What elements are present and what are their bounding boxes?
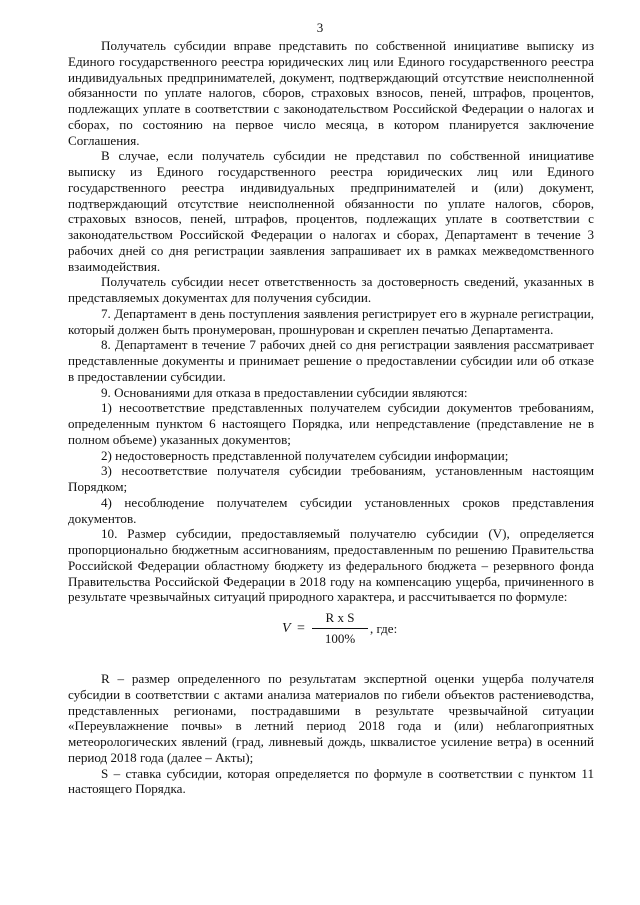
list-item: 3) несоответствие получателя субсидии требованиям, установленным настоящим Порядком;	[68, 463, 594, 494]
formula-suffix: , где:	[370, 621, 398, 636]
subsidy-formula	[68, 609, 594, 655]
list-item: 1) несоответствие представленных получателем субсидии документов требованиям, определенным пунктом 6 настоящего Порядка, или непредставление (представление не в полном объеме) указанных документов;	[68, 400, 594, 447]
formula-numerator: R x S	[325, 610, 355, 625]
page-number: 3	[316, 20, 324, 35]
paragraph: S – ставка субсидии, которая определяется по формуле в соответствии с пунктом 11 настоящего Порядка.	[68, 765, 594, 797]
formula-denominator: 100%	[324, 631, 356, 646]
paragraph: В случае, если получатель субсидии не представил по собственной инициативе выписку из Единого государственного реестра юридических лиц или Единого государственного реестра индивидуальных предпринимателей и (или) документ, подтверждающий отсутствие неисполненной обязанности по уплате налогов, сборов, страховых взносов, пеней, штрафов, процентов, подлежащих уплате в соответствии с законодательством Российской Федерации о налогах и сборах, Департамент в течение 3 рабочих дней со дня регистрации заявления запрашивает их в рамках межведомственного взаимодействия.	[68, 148, 594, 274]
paragraph: 10. Размер субсидии, предоставляемый получателю субсидии (V), определяется пропорционально бюджетным ассигнованиям, предоставленным по решению Правительства Российской Федерации областному бюджету из федерального бюджета – резервного фонда Правительства Российской Федерации в 2018 году на компенсацию ущерба, причиненного в результате чрезвычайных ситуаций природного характера, и рассчитывается по формуле:	[68, 526, 594, 605]
paragraph: 8. Департамент в течение 7 рабочих дней со дня регистрации заявления рассматривает представленные документы и принимает решение о предоставлении субсидии или об отказе в предоставлении субсидии.	[68, 337, 594, 384]
list-item: 4) несоблюдение получателем субсидии установленных сроков представления документов.	[68, 494, 594, 526]
paragraph: 9. Основаниями для отказа в предоставлении субсидии являются:	[101, 384, 468, 400]
formula-fraction	[312, 609, 368, 648]
paragraph: Получатель субсидии вправе представить по собственной инициативе выписку из Единого государственного реестра юридических лиц или Единого государственного реестра индивидуальных предпринимателей, документ, подтверждающий отсутствие неисполненной обязанности по уплате налогов, сборов, страховых взносов, пеней, штрафов, процентов, подлежащих уплате в соответствии с законодательством Российской Федерации о налогах и сборах, по состоянию на первое число месяца, в котором планируется заключение Соглашения.	[68, 38, 594, 148]
document-body	[68, 38, 594, 797]
spacer	[68, 657, 594, 671]
paragraph: Получатель субсидии несет ответственность за достоверность сведений, указанных в представляемых документах для получения субсидии.	[68, 274, 594, 305]
paragraph: 7. Департамент в день поступления заявления регистрирует его в журнале регистрации, который должен быть пронумерован, прошнурован и скреплен печатью Департамента.	[68, 305, 594, 337]
formula-lhs: V	[282, 621, 291, 636]
list-item: 2) недостоверность представленной получателем субсидии информации;	[101, 447, 509, 463]
paragraph: R – размер определенного по результатам экспертной оценки ущерба получателя субсидии в соответствии с актами анализа материалов по гибели объектов растениеводства, представленных регионами, пострадавшими в результате чрезвычайной ситуации «Переувлажнение почвы» в летний период 2018 года и (или) неблагоприятных метеорологических явлений (град, ливневый дождь, шквалистое усиление ветра) в осенний период 2018 года (далее – Акты);	[68, 671, 594, 765]
formula-equals: =	[297, 621, 305, 636]
fraction-bar	[312, 628, 368, 629]
